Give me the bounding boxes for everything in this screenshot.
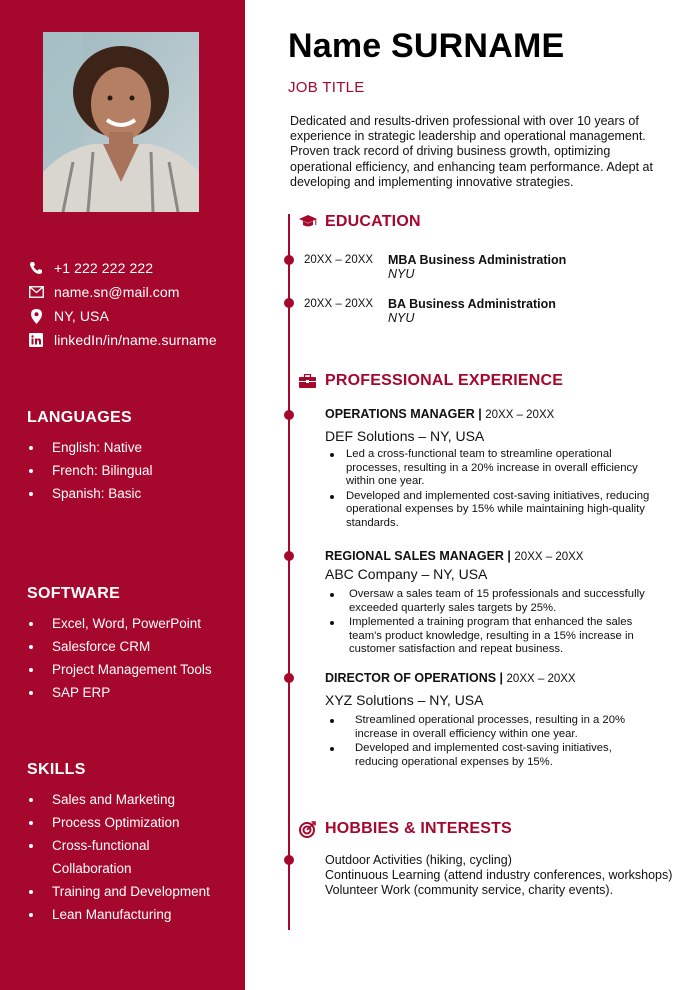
skill-item: Lean Manufacturing bbox=[27, 903, 237, 926]
education-degree: BA Business Administration bbox=[388, 297, 556, 311]
job-dates: 20XX – 20XX bbox=[485, 409, 555, 421]
hobby-line: Volunteer Work (community service, charity events). bbox=[325, 883, 614, 897]
job-dates: 20XX – 20XX bbox=[506, 673, 576, 685]
map-pin-icon bbox=[28, 308, 44, 324]
job-entry-title: OPERATIONS MANAGER | 20XX – 20XX bbox=[325, 407, 555, 421]
timeline-dot bbox=[284, 298, 294, 308]
skill-item: Process Optimization bbox=[27, 811, 237, 834]
job-entry bbox=[325, 671, 685, 770]
job-company: DEF Solutions – NY, USA bbox=[325, 428, 485, 444]
skill-item: Sales and Marketing bbox=[27, 788, 237, 811]
hobbies-list bbox=[325, 853, 672, 898]
job-company: XYZ Solutions – NY, USA bbox=[325, 692, 484, 708]
contact-phone bbox=[28, 256, 217, 280]
education-school: NYU bbox=[388, 267, 415, 281]
job-bullet: Led a cross-functional team to streamline operational processes, resulting in a 20% increase in overall efficiency within one year. bbox=[325, 448, 665, 489]
contact-email bbox=[28, 280, 217, 304]
education-entry bbox=[304, 297, 556, 325]
job-entry bbox=[325, 407, 685, 532]
language-item: English: Native bbox=[27, 436, 153, 459]
envelope-icon bbox=[28, 284, 44, 300]
skill-item: Cross-functional Collaboration bbox=[27, 834, 157, 880]
education-dates: 20XX – 20XX bbox=[304, 298, 374, 310]
profile-summary: Dedicated and results-driven professional with over 10 years of experience in strategic leadership and operational management. Proven track record of driving business growth, optimizing operational efficiency, and enhancing team performance. Adept at developing and implementing innovative strategies. bbox=[290, 114, 653, 189]
education-heading-text: EDUCATION bbox=[325, 213, 421, 230]
education-dates: 20XX – 20XX bbox=[304, 254, 374, 266]
skills-heading: SKILLS bbox=[27, 761, 86, 778]
education-heading bbox=[299, 213, 421, 231]
experience-heading-text: PROFESSIONAL EXPERIENCE bbox=[325, 372, 564, 389]
job-company: ABC Company – NY, USA bbox=[325, 566, 488, 582]
software-item: SAP ERP bbox=[27, 681, 212, 704]
job-entry bbox=[325, 549, 685, 658]
briefcase-icon bbox=[299, 373, 317, 389]
target-icon bbox=[299, 821, 317, 837]
software-heading: SOFTWARE bbox=[27, 585, 121, 602]
job-entry-title: REGIONAL SALES MANAGER | 20XX – 20XX bbox=[325, 549, 584, 563]
software-item: Excel, Word, PowerPoint bbox=[27, 612, 212, 635]
education-entry bbox=[304, 253, 566, 281]
job-bullet: Oversaw a sales team of 15 professionals and successfully exceeded quarterly sales targets by 25%. bbox=[325, 588, 655, 615]
phone-icon bbox=[28, 260, 44, 276]
software-item: Salesforce CRM bbox=[27, 635, 212, 658]
software-section bbox=[27, 585, 212, 704]
education-degree: MBA Business Administration bbox=[388, 253, 567, 267]
hobbies-heading bbox=[299, 820, 512, 838]
contact-info bbox=[28, 256, 217, 352]
linkedin-icon bbox=[28, 332, 44, 348]
sidebar bbox=[0, 0, 245, 990]
hobby-line: Continuous Learning (attend industry conferences, workshops) bbox=[325, 868, 673, 882]
skills-section bbox=[27, 761, 237, 926]
contact-linkedin bbox=[28, 328, 217, 352]
software-item: Project Management Tools bbox=[27, 658, 212, 681]
profile-photo bbox=[43, 32, 199, 212]
full-name: Name SURNAME bbox=[288, 27, 565, 65]
graduation-cap-icon bbox=[299, 214, 317, 230]
language-item: French: Bilingual bbox=[27, 459, 153, 482]
language-item: Spanish: Basic bbox=[27, 482, 153, 505]
hobby-line: Outdoor Activities (hiking, cycling) bbox=[325, 853, 512, 867]
timeline-dot bbox=[284, 410, 294, 420]
job-bullet: Developed and implemented cost-saving initiatives, reducing operational expenses by 15% while maintaining high-quality standards. bbox=[325, 490, 665, 531]
job-entry-title: DIRECTOR OF OPERATIONS | 20XX – 20XX bbox=[325, 671, 576, 685]
email-text[interactable]: name.sn@mail.com bbox=[54, 284, 180, 300]
timeline-line bbox=[288, 214, 290, 930]
linkedin-text[interactable]: linkedIn/in/name.surname bbox=[54, 332, 217, 348]
job-bullet: Streamlined operational processes, resulting in a 20% increase in overall efficiency within one year. bbox=[325, 714, 655, 741]
job-dates: 20XX – 20XX bbox=[514, 551, 584, 563]
timeline-dot bbox=[284, 255, 294, 265]
job-title: JOB TITLE bbox=[288, 79, 365, 96]
timeline-dot bbox=[284, 855, 294, 865]
languages-heading: LANGUAGES bbox=[27, 409, 132, 426]
timeline-dot bbox=[284, 551, 294, 561]
education-school: NYU bbox=[388, 311, 415, 325]
job-bullet: Implemented a training program that enhanced the sales team's product knowledge, resulting in a 15% increase in customer satisfaction and repeat business. bbox=[325, 616, 655, 657]
hobbies-heading-text: HOBBIES & INTERESTS bbox=[325, 820, 512, 837]
location-text: NY, USA bbox=[54, 308, 109, 324]
phone-text: +1 222 222 222 bbox=[54, 260, 154, 276]
timeline-dot bbox=[284, 673, 294, 683]
experience-heading bbox=[299, 372, 563, 390]
languages-section bbox=[27, 409, 153, 505]
skill-item: Training and Development bbox=[27, 880, 237, 903]
contact-location bbox=[28, 304, 217, 328]
job-bullet: Developed and implemented cost-saving initiatives, reducing operational expenses by 15%. bbox=[325, 742, 655, 769]
